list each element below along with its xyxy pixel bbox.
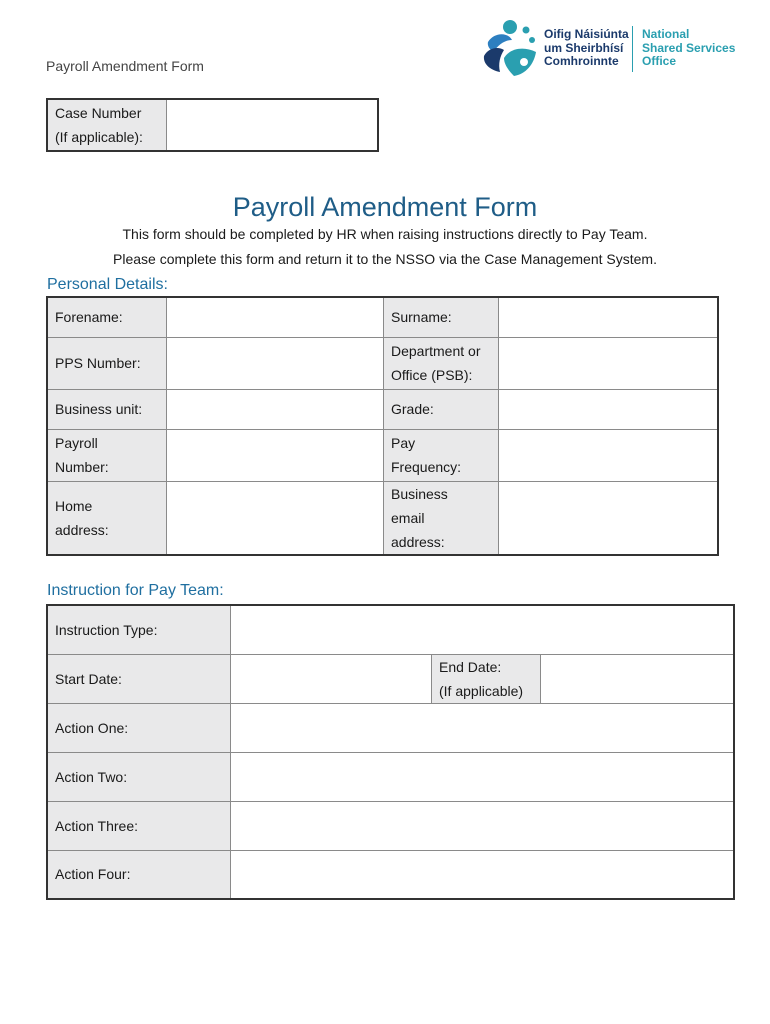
label-line: Office (PSB):: [391, 367, 473, 383]
instruction-table: [46, 604, 735, 900]
logo-english-line: National: [642, 27, 690, 41]
label-line: Business unit:: [55, 401, 143, 417]
table-row: [47, 801, 734, 850]
table-row: [47, 752, 734, 801]
page-title: Payroll Amendment Form: [232, 192, 538, 222]
pay-frequency-field[interactable]: [499, 429, 719, 481]
table-row: [47, 850, 734, 899]
logo-irish-text: [544, 28, 629, 69]
label-line: Pay: [391, 435, 416, 451]
logo-irish-line: Oifig Náisiúnta: [544, 27, 629, 41]
logo-divider: [632, 26, 633, 72]
table-row: [47, 605, 734, 654]
instruction-type-field[interactable]: [231, 605, 735, 654]
start-date-field[interactable]: [231, 654, 432, 703]
logo-english-text: [642, 28, 735, 69]
action-two-label: Action Two:: [47, 752, 231, 801]
home-address-label: [47, 481, 167, 555]
label-line: address:: [55, 521, 109, 538]
label-line: Department or: [391, 343, 481, 359]
payroll-number-field[interactable]: [167, 429, 384, 481]
start-date-label: Start Date:: [47, 654, 231, 703]
surname-field[interactable]: [499, 297, 719, 337]
case-number-table: [46, 98, 379, 152]
business-unit-field[interactable]: [167, 389, 384, 429]
label-line: Payroll: [55, 435, 98, 451]
header-form-label: Payroll Amendment Form: [46, 58, 204, 74]
pps-number-field[interactable]: [167, 337, 384, 389]
action-four-label: Action Four:: [47, 850, 231, 899]
business-unit-label: [47, 389, 167, 429]
logo-english-line: Shared Services: [642, 40, 736, 55]
business-email-field[interactable]: [499, 481, 719, 555]
department-label: [384, 337, 499, 389]
action-four-field[interactable]: [231, 850, 735, 899]
label-line: (If applicable): [439, 682, 524, 699]
table-row: [47, 297, 718, 337]
action-one-field[interactable]: [231, 703, 735, 752]
personal-details-heading: Personal Details:: [47, 276, 168, 293]
table-row: [47, 703, 734, 752]
label-line: Case Number: [55, 105, 142, 121]
grade-field[interactable]: [499, 389, 719, 429]
logo-irish-line: um Sheirbhísí: [544, 40, 624, 55]
action-two-field[interactable]: [231, 752, 735, 801]
nsso-logo-icon: [480, 18, 540, 80]
payroll-number-label: [47, 429, 167, 481]
home-address-field[interactable]: [167, 481, 384, 555]
instruction-type-label: Instruction Type:: [47, 605, 231, 654]
label-line: Surname:: [391, 309, 452, 326]
action-one-label: Action One:: [47, 703, 231, 752]
instruction-heading: Instruction for Pay Team:: [47, 582, 224, 599]
label-line: Frequency:: [391, 459, 462, 475]
table-row: [47, 337, 718, 389]
logo-irish-line: Comhroinnte: [544, 54, 619, 68]
case-number-field[interactable]: [167, 99, 379, 151]
surname-label: [384, 297, 499, 337]
intro-line-2: Please complete this form and return it to the NSSO via the Case Management System.: [113, 251, 657, 267]
intro-line-1: This form should be completed by HR when raising instructions directly to Pay Team.: [122, 226, 648, 242]
department-field[interactable]: [499, 337, 719, 389]
action-three-field[interactable]: [231, 801, 735, 850]
end-date-field[interactable]: [541, 654, 735, 703]
logo-english-line: Office: [642, 54, 677, 68]
forename-field[interactable]: [167, 297, 384, 337]
label-line: Home: [55, 497, 93, 514]
table-row: [47, 481, 718, 555]
label-line: address:: [391, 533, 445, 550]
label-line: email: [391, 509, 425, 526]
case-number-label: [47, 99, 167, 151]
table-row: [47, 389, 718, 429]
label-line: Grade:: [391, 401, 434, 417]
label-line: End Date:: [439, 658, 502, 675]
end-date-label: [432, 654, 541, 703]
action-three-label: Action Three:: [47, 801, 231, 850]
grade-label: [384, 389, 499, 429]
pay-frequency-label: [384, 429, 499, 481]
table-row: [47, 429, 718, 481]
label-line: (If applicable):: [55, 129, 143, 145]
personal-details-table: [46, 296, 719, 556]
pps-number-label: [47, 337, 167, 389]
label-line: Business: [391, 485, 448, 502]
label-line: Number:: [55, 459, 109, 475]
label-line: Forename:: [55, 309, 123, 326]
table-row: [47, 654, 734, 703]
nsso-logo: [480, 18, 740, 80]
business-email-label: [384, 481, 499, 555]
forename-label: [47, 297, 167, 337]
label-line: PPS Number:: [55, 355, 141, 371]
